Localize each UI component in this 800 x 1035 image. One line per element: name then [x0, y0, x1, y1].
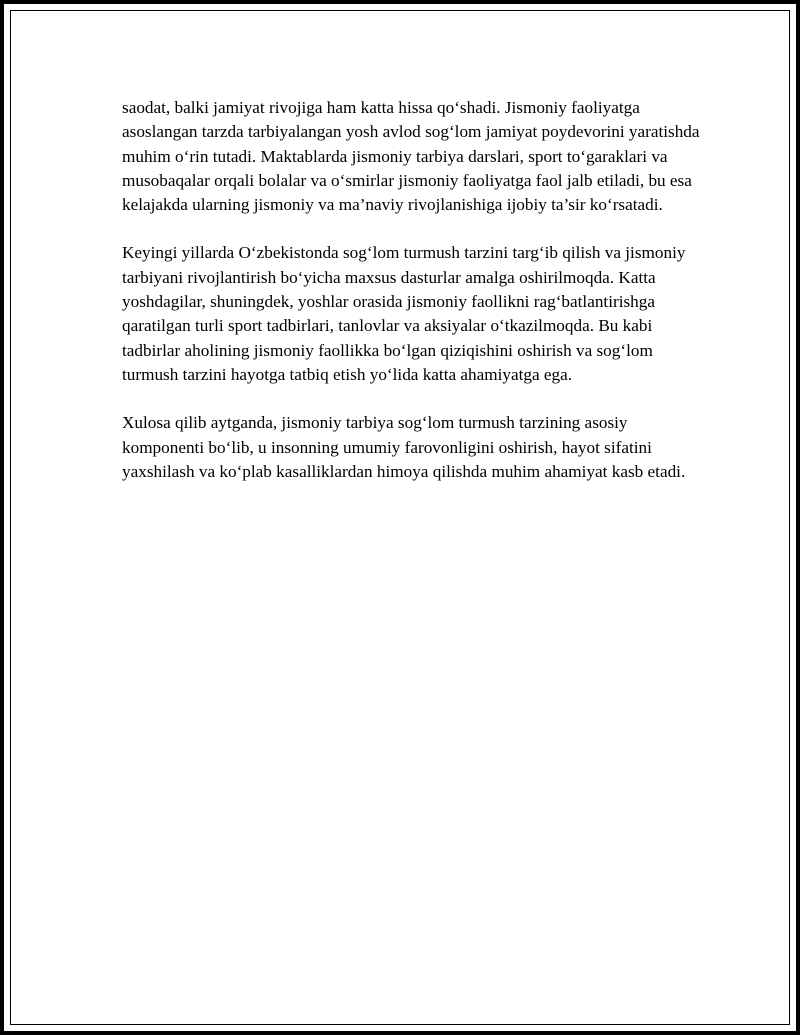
paragraph-2: Keyingi yillarda O‘zbekistonda sog‘lom turmush tarzini targ‘ib qilish va jismoniy tarbiyani rivojlantirish bo‘yicha maxsus dasturlar amalga oshirilmoqda. Katta yoshdagilar, shuningdek, yoshlar orasida jismoniy faollikni rag‘batlantirishga qaratilgan turli sport tadbirlari, tanlovlar va aksiyalar o‘tkazilmoqda. Bu kabi tadbirlar aholining jismoniy faollikka bo‘lgan qiziqishini oshirish va sog‘lom turmush tarzini hayotga tatbiq etish yo‘lida katta ahamiyatga ega.: [122, 243, 686, 384]
document-body: [122, 96, 702, 508]
paragraph-1: saodat, balki jamiyat rivojiga ham katta hissa qo‘shadi. Jismoniy faoliyatga asoslangan tarzda tarbiyalangan yosh avlod sog‘lom jamiyat poydevorini yaratishda muhim o‘rin tutadi. Maktablarda jismoniy tarbiya darslari, sport to‘garaklari va musobaqalar orqali bolalar va o‘smirlar jismoniy faoliyatga faol jalb etiladi, bu esa kelajakda ularning jismoniy va ma’naviy rivojlanishiga ijobiy ta’sir ko‘rsatadi.: [122, 98, 700, 215]
paragraph-3: Xulosa qilib aytganda, jismoniy tarbiya sog‘lom turmush tarzining asosiy komponenti bo‘lib, u insonning umumiy farovonligini oshirish, hayot sifatini yaxshilash va ko‘plab kasalliklardan himoya qilishda muhim ahamiyat kasb etadi.: [122, 413, 686, 481]
